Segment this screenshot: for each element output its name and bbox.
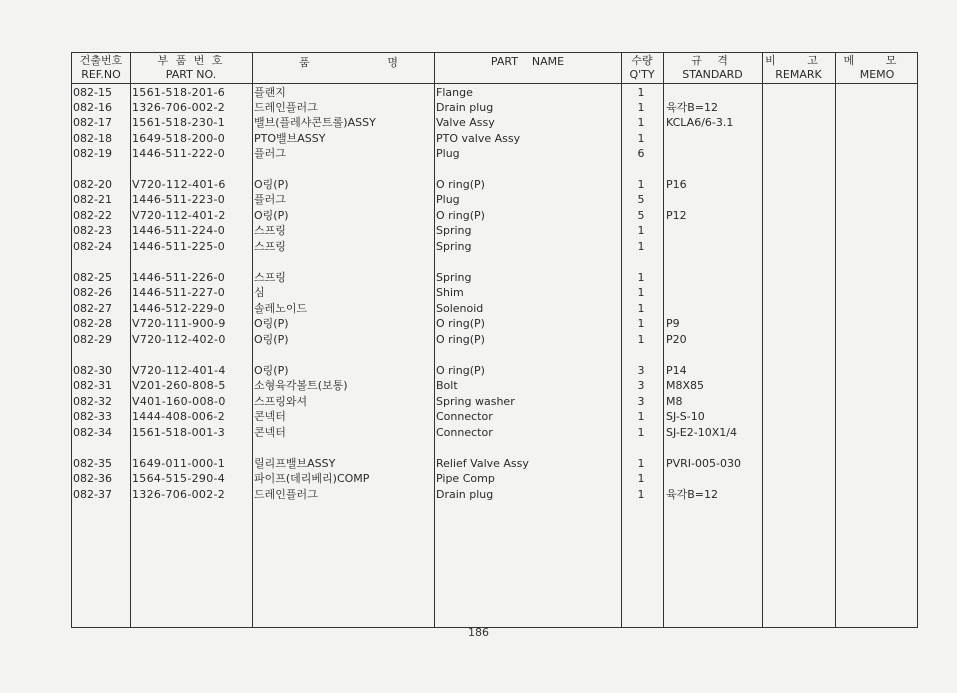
qty-cell: 1 [637,302,645,315]
korean-name-cell: O링(P) [254,209,289,222]
table-row [72,301,917,316]
part-name-cell: O ring(P) [436,317,485,330]
part-no-cell: V401-160-008-0 [132,395,226,408]
qty-cell: 1 [637,410,645,423]
table-row [72,192,917,207]
korean-name-cell: 솔레노이드 [254,302,308,315]
qty-cell: 1 [637,333,645,346]
standard-cell: KCLA6/6-3.1 [666,116,734,129]
part-name-cell: O ring(P) [436,209,485,222]
ref-no-cell: 082-22 [73,209,112,222]
qty-cell: 1 [637,472,645,485]
part-no-cell: 1564-515-290-4 [132,472,226,485]
table-row [72,394,917,409]
part-no-cell: V720-112-401-2 [132,209,226,222]
standard-cell: P16 [666,178,687,191]
header-ref-no [72,53,130,83]
korean-name-cell: 드레인플러그 [254,488,318,501]
part-name-cell: Solenoid [436,302,484,315]
korean-name-cell: 플러그 [254,193,286,206]
table-row [72,146,917,161]
part-name-cell: Drain plug [436,101,494,114]
part-no-cell: 1561-518-230-1 [132,116,226,129]
part-name-cell: Spring washer [436,395,515,408]
standard-cell: PVRI-005-030 [666,457,741,470]
part-name-cell: Relief Valve Assy [436,457,529,470]
table-row [72,270,917,285]
table-row [72,208,917,223]
qty-cell: 1 [637,271,645,284]
ref-no-cell: 082-36 [73,472,112,485]
table-row [72,131,917,146]
korean-name-cell: 스프링 [254,240,286,253]
standard-cell: 육각B=12 [666,488,719,501]
standard-cell: P20 [666,333,687,346]
standard-cell: P9 [666,317,680,330]
part-no-cell: 1326-706-002-2 [132,101,226,114]
table-row [72,285,917,300]
header-partno-ko: 부 품 번 호 [157,54,225,67]
part-no-cell: 1649-518-200-0 [132,132,226,145]
part-name-cell: Spring [436,224,472,237]
standard-cell: M8 [666,395,683,408]
ref-no-cell: 082-19 [73,147,112,160]
part-no-cell: V201-260-808-5 [132,379,226,392]
qty-cell: 3 [637,379,645,392]
header-name-ko-1: 품 [299,56,310,69]
parts-list-table [71,52,918,628]
korean-name-cell: 콘넥터 [254,426,286,439]
qty-cell: 1 [637,286,645,299]
part-name-cell: Bolt [436,379,458,392]
part-no-cell: V720-112-401-4 [132,364,226,377]
qty-cell: 1 [637,101,645,114]
table-row [72,85,917,100]
header-remark-en: REMARK [775,68,822,81]
header-qty-en: Q'TY [629,68,655,81]
korean-name-cell: 플러그 [254,147,286,160]
part-name-cell: Flange [436,86,473,99]
korean-name-cell: 릴리프밸브ASSY [254,457,336,470]
part-no-cell: 1446-511-224-0 [132,224,226,237]
korean-name-cell: 밸브(플레샤콘트롤)ASSY [254,116,376,129]
header-remark [762,53,835,83]
table-row [72,177,917,192]
ref-no-cell: 082-30 [73,364,112,377]
part-no-cell: 1446-511-222-0 [132,147,226,160]
qty-cell: 3 [637,395,645,408]
qty-cell: 5 [637,209,645,222]
part-name-cell: O ring(P) [436,364,485,377]
header-memo [835,53,919,83]
part-no-cell: 1446-511-226-0 [132,271,226,284]
ref-no-cell: 082-25 [73,271,112,284]
part-no-cell: 1561-518-201-6 [132,86,226,99]
table-row [72,363,917,378]
ref-no-cell: 082-35 [73,457,112,470]
standard-cell: SJ-E2-10X1/4 [666,426,737,439]
qty-cell: 1 [637,317,645,330]
header-divider [72,83,917,84]
part-no-cell: V720-112-402-0 [132,333,226,346]
part-name-cell: Plug [436,193,460,206]
qty-cell: 5 [637,193,645,206]
ref-no-cell: 082-33 [73,410,112,423]
qty-cell: 1 [637,178,645,191]
table-row [72,100,917,115]
qty-cell: 1 [637,488,645,501]
header-std-ko: 규 격 [691,54,734,67]
korean-name-cell: O링(P) [254,178,289,191]
qty-cell: 3 [637,364,645,377]
qty-cell: 6 [637,147,645,160]
ref-no-cell: 082-37 [73,488,112,501]
table-row [72,239,917,254]
part-no-cell: 1446-511-227-0 [132,286,226,299]
header-memo-en: MEMO [859,68,895,81]
part-name-cell: Drain plug [436,488,494,501]
header-part-name [434,53,621,83]
table-row [72,456,917,471]
header-std-en: STANDARD [682,68,743,81]
qty-cell: 1 [637,116,645,129]
qty-cell: 1 [637,240,645,253]
part-name-cell: Shim [436,286,464,299]
header-remark-ko: 비 고 [765,54,832,67]
ref-no-cell: 082-23 [73,224,112,237]
part-name-cell: Connector [436,426,493,439]
ref-no-cell: 082-18 [73,132,112,145]
ref-no-cell: 082-28 [73,317,112,330]
ref-no-cell: 082-24 [73,240,112,253]
part-no-cell: 1561-518-001-3 [132,426,226,439]
table-row [72,471,917,486]
korean-name-cell: O링(P) [254,317,289,330]
korean-name-cell: 스프링와셔 [254,395,308,408]
part-no-cell: V720-111-900-9 [132,317,226,330]
part-name-cell: O ring(P) [436,333,485,346]
ref-no-cell: 082-29 [73,333,112,346]
part-no-cell: 1326-706-002-2 [132,488,226,501]
ref-no-cell: 082-15 [73,86,112,99]
part-no-cell: 1446-512-229-0 [132,302,226,315]
ref-no-cell: 082-32 [73,395,112,408]
page-number: 186 [468,626,489,639]
qty-cell: 1 [637,86,645,99]
korean-name-cell: 소형육각볼트(보통) [254,379,348,392]
ref-no-cell: 082-21 [73,193,112,206]
part-no-cell: V720-112-401-6 [132,178,226,191]
table-row [72,409,917,424]
part-name-cell: Spring [436,271,472,284]
header-qty [621,53,663,83]
header-part-no [130,53,252,83]
part-no-cell: 1446-511-225-0 [132,240,226,253]
header-partno-en: PART NO. [165,68,217,81]
korean-name-cell: O링(P) [254,364,289,377]
part-no-cell: 1649-011-000-1 [132,457,226,470]
korean-name-cell: 심 [254,286,265,299]
part-name-cell: PTO valve Assy [436,132,521,145]
part-no-cell: 1446-511-223-0 [132,193,226,206]
standard-cell: P12 [666,209,687,222]
qty-cell: 1 [637,426,645,439]
qty-cell: 1 [637,224,645,237]
part-name-cell: Spring [436,240,472,253]
header-ref-en: REF.NO [81,68,121,81]
header-part-name-text: PART NAME [490,55,565,68]
part-name-cell: Connector [436,410,493,423]
table-row [72,487,917,502]
korean-name-cell: 스프링 [254,271,286,284]
ref-no-cell: 082-26 [73,286,112,299]
qty-cell: 1 [637,132,645,145]
korean-name-cell: 파이프(데리베리)COMP [254,472,370,485]
korean-name-cell: 드레인플러그 [254,101,318,114]
standard-cell: SJ-S-10 [666,410,705,423]
table-row [72,378,917,393]
ref-no-cell: 082-20 [73,178,112,191]
part-name-cell: Pipe Comp [436,472,495,485]
table-row [72,332,917,347]
table-row [72,425,917,440]
table-row [72,223,917,238]
korean-name-cell: O링(P) [254,333,289,346]
ref-no-cell: 082-31 [73,379,112,392]
standard-cell: M8X85 [666,379,705,392]
korean-name-cell: 스프링 [254,224,286,237]
ref-no-cell: 082-27 [73,302,112,315]
ref-no-cell: 082-16 [73,101,112,114]
ref-no-cell: 082-34 [73,426,112,439]
table-row [72,316,917,331]
header-name-ko-2: 명 [387,56,398,69]
header-ref-ko: 건출번호 [79,54,123,67]
korean-name-cell: PTO밸브ASSY [254,132,326,145]
korean-name-cell: 플랜지 [254,86,286,99]
part-name-cell: Plug [436,147,460,160]
part-name-cell: O ring(P) [436,178,485,191]
header-name-ko [252,53,434,83]
ref-no-cell: 082-17 [73,116,112,129]
header-qty-ko: 수량 [631,54,653,67]
korean-name-cell: 콘넥터 [254,410,286,423]
table-row [72,115,917,130]
part-name-cell: Valve Assy [436,116,495,129]
standard-cell: 육각B=12 [666,101,719,114]
header-memo-ko: 메 모 [843,54,911,67]
header-standard [663,53,762,83]
standard-cell: P14 [666,364,687,377]
part-no-cell: 1444-408-006-2 [132,410,226,423]
qty-cell: 1 [637,457,645,470]
